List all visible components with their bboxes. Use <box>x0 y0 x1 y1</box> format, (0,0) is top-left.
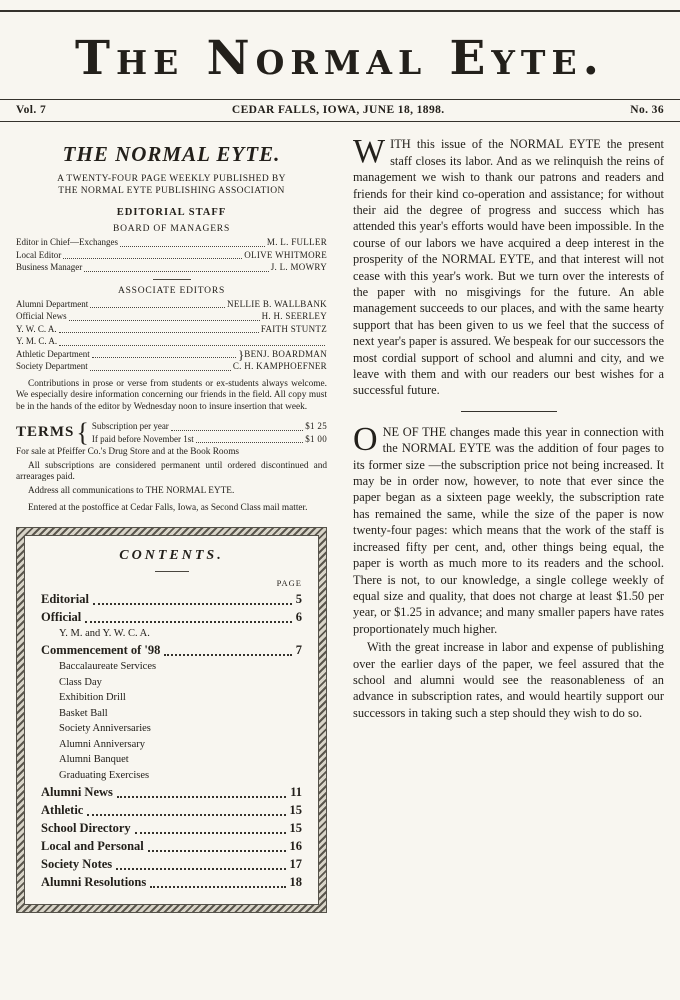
staff-row <box>16 249 327 262</box>
contents-entry-label: Official <box>41 609 82 624</box>
contents-entry <box>41 627 302 642</box>
contents-entry <box>41 609 302 626</box>
address-note: Address all communications to THE NORMAL EYTE. <box>28 485 235 496</box>
contents-entry <box>41 874 302 891</box>
contents-entry-page: 11 <box>290 785 302 800</box>
terms-price: $1 00 <box>305 433 327 444</box>
staff-name: OLIVE WHITMORE <box>244 249 327 260</box>
article-text: NE OF THE changes made this year in connection with the NORMAL EYTE was the addition of four pages to its former size —the subscription price not being increased. It may be in order now, however, to note that ever since the paper began as a sixteen page weekly, the subscription rate has remained the same, while the size of the paper is now twenty-four pages: which means that the work of the staff is increased fifty per cent, and, other things being equal, the paper is worth as much more to its readers and the school. There is not, to our knowledge, a single college weekly of equal size and quality, that does not charge at least $1.50 per year, or $1.25 in advance; and many smaller papers have rates proportionately much higher. <box>353 424 664 636</box>
dot-leader <box>69 320 260 321</box>
contents-entry-label: School Directory <box>41 821 131 836</box>
contents-entry-page: 15 <box>289 803 302 818</box>
contents-entry-label: Alumni Resolutions <box>41 875 147 890</box>
published-line-1: A TWENTY-FOUR PAGE WEEKLY PUBLISHED BY <box>57 174 286 185</box>
staff-name: C. H. KAMPHOEFNER <box>232 361 327 372</box>
masthead <box>0 31 680 86</box>
dot-leader <box>164 654 291 656</box>
contents-entry-label: Editorial <box>41 591 89 606</box>
contents-entry <box>41 642 302 659</box>
staff-row <box>16 310 327 323</box>
issue-number: No. 36 <box>630 104 664 117</box>
terms-row <box>92 420 327 433</box>
contents-entry-label: Alumni Banquet <box>59 754 129 766</box>
contents-entry <box>41 591 302 608</box>
contents-entry <box>41 802 302 819</box>
staff-role: Official News <box>16 311 67 322</box>
staff-role: Local Editor <box>16 249 62 260</box>
terms-price: $1 25 <box>305 421 327 432</box>
dot-leader <box>85 621 291 623</box>
contents-list <box>41 591 302 892</box>
contents-entry-label: Local and Personal <box>41 839 144 854</box>
dateline-text: CEDAR FALLS, IOWA, JUNE 18, 1898. <box>231 104 445 117</box>
contents-entry-label: Baccalaureate Services <box>59 661 157 673</box>
sale-note: For sale at Pfeiffer Co.'s Drug Store and at the Book Rooms <box>16 447 240 458</box>
staff-row <box>16 298 327 311</box>
contents-entry-label: Y. M. and Y. W. C. A. <box>59 627 150 639</box>
dot-leader <box>92 357 236 358</box>
staff-row <box>16 261 327 274</box>
terms-brace: { <box>76 417 89 447</box>
contents-entry <box>41 753 302 768</box>
staff-name: FAITH STUNTZ <box>260 323 327 334</box>
contents-entry-label: Alumni Anniversary <box>59 738 146 750</box>
dot-leader <box>59 345 325 346</box>
contents-entry-page: 7 <box>295 643 302 658</box>
associate-editors-heading: ASSOCIATE EDITORS <box>117 285 226 296</box>
staff-role: Business Manager <box>16 262 83 273</box>
staff-name: J. L. MOWRY <box>270 262 327 273</box>
dot-leader <box>117 796 286 798</box>
contents-entry <box>41 769 302 784</box>
dot-leader <box>150 886 285 888</box>
contents-entry-page: 17 <box>289 857 302 872</box>
dot-leader <box>93 603 292 605</box>
staff-role: Y. W. C. A. <box>16 323 57 334</box>
terms-lines <box>92 420 327 445</box>
terms-text: If paid before November 1st <box>91 433 194 444</box>
contents-entry <box>41 676 302 691</box>
staff-row <box>16 323 327 336</box>
article-paragraph <box>353 133 665 399</box>
dot-leader <box>135 832 286 834</box>
contents-entry-page: 15 <box>289 821 302 836</box>
contents-title-rule <box>155 571 189 572</box>
contents-entry-label: Society Notes <box>41 857 113 872</box>
contents-entry <box>41 856 302 873</box>
dot-leader <box>63 258 242 259</box>
top-rule <box>0 10 680 12</box>
contents-entry-page: 6 <box>295 609 302 624</box>
contents-entry <box>41 820 302 837</box>
dot-leader <box>148 850 286 852</box>
right-column <box>353 133 665 913</box>
contents-entry-label: Graduating Exercises <box>59 769 150 781</box>
dot-leader <box>90 307 225 308</box>
section-rule <box>153 279 191 280</box>
staff-name: H. H. SEERLEY <box>261 311 327 322</box>
article-staff-farewell <box>353 133 665 399</box>
contents-entry <box>41 707 302 722</box>
article-divider-rule <box>461 411 557 412</box>
staff-row <box>16 236 327 249</box>
terms-row <box>92 433 327 446</box>
article-subscription-rates <box>353 420 664 721</box>
masthead-title: The Normal Eyte. <box>75 31 605 86</box>
staff-row <box>16 335 327 348</box>
contents-entry-label: Athletic <box>41 803 84 818</box>
contents-entry <box>41 838 302 855</box>
subscription-policy-note: All subscriptions are considered permanent until ordered discontinued and arrearages paid. <box>16 460 327 483</box>
contents-entry-label: Basket Ball <box>59 707 108 719</box>
staff-role: Society Department <box>16 361 88 372</box>
contributions-note: Contributions in prose or verse from students or ex-students always welcome. We especially desire information concerning our friends in the field. All copy must be in the hands of the editor by Wednesday noon to insure insertion that week. <box>16 378 327 412</box>
dot-leader <box>87 814 285 816</box>
contents-entry-label: Exhibition Drill <box>59 692 126 704</box>
dot-leader <box>84 271 268 272</box>
contents-entry-page: 5 <box>295 591 302 606</box>
brace-glyph: } <box>238 347 245 363</box>
contents-entry-label: Class Day <box>59 676 102 688</box>
terms-block <box>16 417 327 447</box>
article-text: ITH this issue of the NORMAL EYTE the present staff closes its labor. And as we relinquish the reins of management we wish to thank our patrons and readers and friends for their kind co-operation and assistance; for without their aid the degree of progress and success which has attended this year's efforts would have been impossible. In the course of our labors we have acquired a deep interest in the prosperity of the NORMAL EYTE, and that interest will not cease with this year's work. But we turn over the interests of the paper with no misgivings for the future. An able management succeeds to our places, and with the same hearty support that has been given to us we feel that the success of next year's paper is assured. We bespeak for our successors the most cordial support of school and alumni and city, and we leave with them and with our readers our best wishes for a successful future. <box>353 137 665 398</box>
article-paragraph: With the great increase in labor and expense of publishing over the earlier days of the paper, we feel assured that the school and alumni would see the reasonableness of an advance in subscription rates, and would heartily support our successors in taking such a step should they wish to do so. <box>353 640 664 720</box>
contents-inner <box>24 535 319 906</box>
contents-entry <box>41 660 302 675</box>
contents-entry-page: 18 <box>289 875 302 890</box>
contents-entry-page: 16 <box>289 839 302 854</box>
dot-leader <box>171 430 303 431</box>
associate-editors-list <box>16 298 327 373</box>
staff-name: BENJ. BOARDMAN <box>244 348 327 359</box>
contents-entry <box>41 738 302 753</box>
dot-leader <box>90 370 231 371</box>
contents-entry-label: Commencement of '98 <box>41 643 161 658</box>
board-of-managers-list <box>16 236 327 274</box>
article-paragraph <box>353 420 664 637</box>
contents-entry <box>41 722 302 737</box>
staff-name: NELLIE B. WALLBANK <box>227 298 327 309</box>
dot-leader <box>116 868 285 870</box>
paper-name-heading: THE NORMAL EYTE. <box>62 142 281 167</box>
terms-label: TERMS <box>16 424 75 441</box>
staff-role: Alumni Department <box>16 298 89 309</box>
staff-role: Editor in Chief—Exchanges <box>16 237 118 248</box>
contents-entry-label: Alumni News <box>41 785 113 800</box>
contents-entry-label: Society Anniversaries <box>59 723 151 735</box>
contents-entry <box>41 691 302 706</box>
contents-page-label: PAGE <box>276 577 302 588</box>
staff-name: M. L. FULLER <box>266 237 327 248</box>
staff-role: Y. M. C. A. <box>16 336 58 347</box>
staff-row <box>16 348 327 361</box>
dot-leader <box>120 246 265 247</box>
board-of-managers-heading: BOARD OF MANAGERS <box>112 224 231 235</box>
volume-label: Vol. 7 <box>16 104 47 117</box>
editorial-staff-heading: EDITORIAL STAFF <box>116 207 227 219</box>
two-column-body <box>0 122 680 913</box>
left-column <box>16 136 327 913</box>
contents-box <box>16 527 327 914</box>
published-line-2: THE NORMAL EYTE PUBLISHING ASSOCIATION <box>58 186 285 197</box>
contents-entry <box>41 784 302 801</box>
contents-title: CONTENTS. <box>119 547 224 563</box>
staff-role: Athletic Department <box>16 348 90 359</box>
dot-leader <box>59 332 259 333</box>
dropcap-letter: O <box>353 420 378 458</box>
dropcap-letter: W <box>353 133 386 171</box>
staff-row <box>16 360 327 373</box>
dateline-bar <box>0 99 680 122</box>
entered-note: Entered at the postoffice at Cedar Falls, Iowa, as Second Class mail matter. <box>28 503 308 514</box>
dot-leader <box>196 442 303 443</box>
terms-text: Subscription per year <box>91 421 169 432</box>
